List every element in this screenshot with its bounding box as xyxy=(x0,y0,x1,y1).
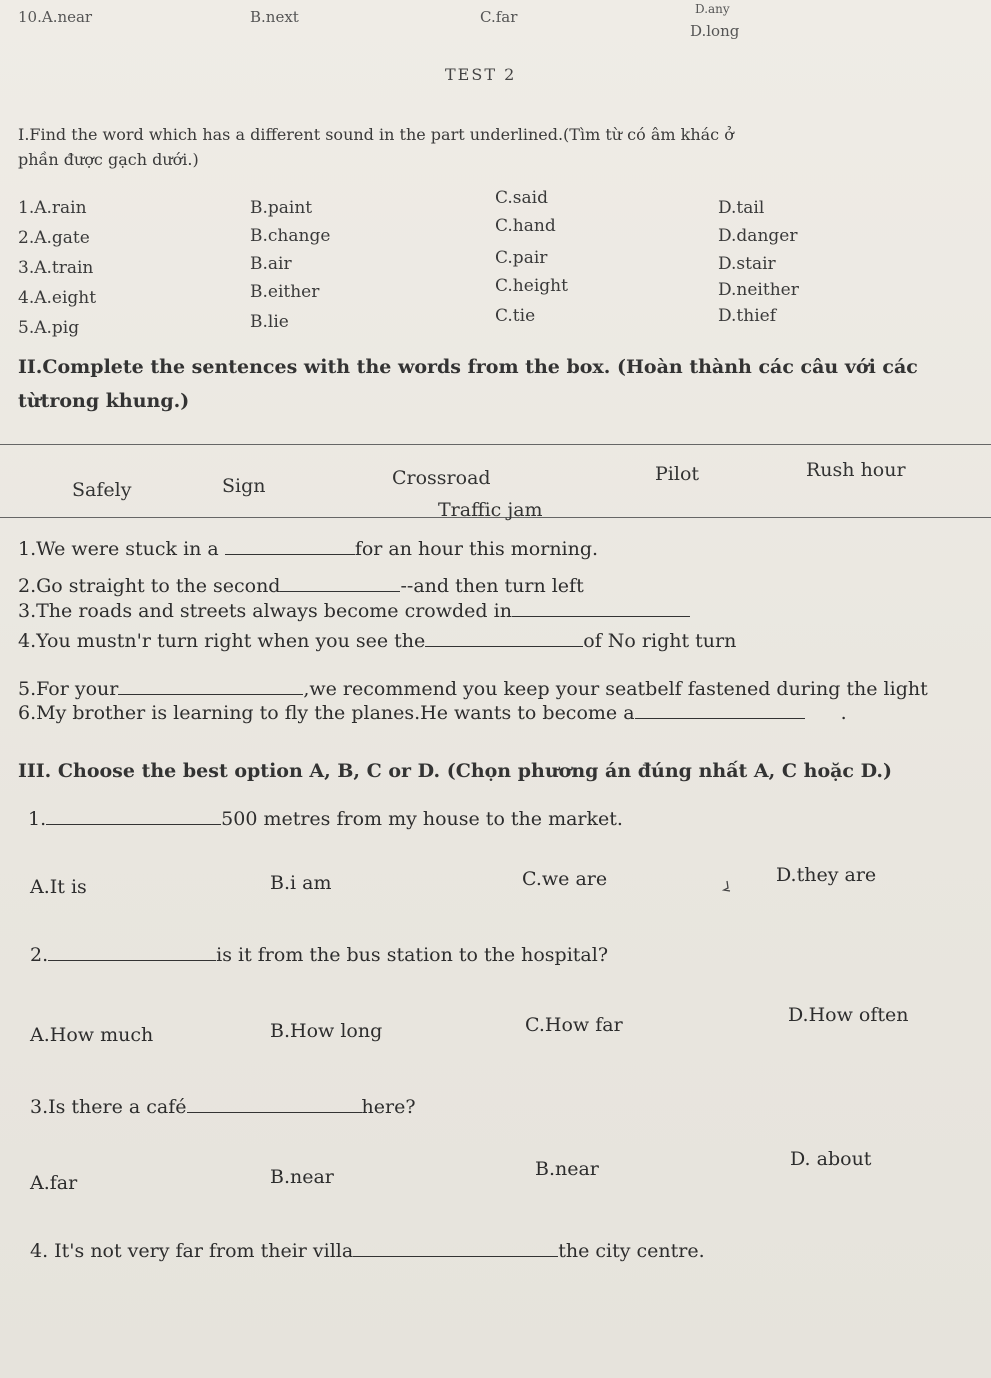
sentence-1-blank[interactable] xyxy=(225,540,355,555)
sentence-4-blank[interactable] xyxy=(425,632,583,647)
section2-heading: II.Complete the sentences with the words from the box. (Hoàn thành các câu với các xyxy=(18,356,918,378)
sentence-5-blank[interactable] xyxy=(118,680,303,695)
box-word-pilot: Pilot xyxy=(655,463,700,485)
q2-option-c[interactable]: C.hand xyxy=(495,216,556,236)
box-word-rush-hour: Rush hour xyxy=(806,459,906,481)
mc-q4-text-start: 4. It's not very far from their villa xyxy=(30,1240,354,1262)
test-title: TEST 2 xyxy=(445,65,517,84)
mc-question-3 xyxy=(30,1096,416,1118)
section1-heading-cont: phần được gạch dưới.) xyxy=(18,150,199,169)
mc-q2-number: 2. xyxy=(30,944,49,966)
mc-q1-text: 500 metres from my house to the market. xyxy=(221,808,623,830)
sentence-4 xyxy=(18,630,736,652)
mc-q4-text-end: the city centre. xyxy=(558,1240,705,1262)
sentence-2-blank[interactable] xyxy=(280,577,400,592)
q2-option-b[interactable]: B.change xyxy=(250,226,331,246)
section2-heading-cont: từtrong khung.) xyxy=(18,390,190,412)
sentence-1 xyxy=(18,538,598,560)
mc-q1-option-d[interactable]: D.they are xyxy=(776,864,877,886)
box-word-crossroad: Crossroad xyxy=(392,467,491,489)
q4-option-a[interactable]: 4.A.eight xyxy=(18,288,97,308)
prev-option-extra: D.any xyxy=(695,2,730,16)
sentence-2-start: 2.Go straight to the second xyxy=(18,575,281,597)
mc-q1-option-a[interactable]: A.It is xyxy=(30,876,87,898)
box-word-sign: Sign xyxy=(222,475,266,497)
mc-q1-option-b[interactable]: B.i am xyxy=(270,872,332,894)
q3-option-b[interactable]: B.air xyxy=(250,254,292,274)
q1-option-d[interactable]: D.tail xyxy=(718,198,765,218)
sentence-6-start: 6.My brother is learning to fly the planes.He wants to become a xyxy=(18,702,635,724)
word-box xyxy=(0,444,991,521)
q3-option-a[interactable]: 3.A.train xyxy=(18,258,94,278)
sentence-3-blank[interactable] xyxy=(512,602,690,617)
sentence-5 xyxy=(18,678,928,700)
sentence-6-blank[interactable] xyxy=(635,704,805,719)
mc-q3-number: 3.Is there a café xyxy=(30,1096,187,1118)
box-word-safely: Safely xyxy=(72,479,132,501)
mc-q2-option-b[interactable]: B.How long xyxy=(270,1020,383,1042)
mc-q3-option-a[interactable]: A.far xyxy=(30,1172,78,1194)
section3-heading: III. Choose the best option A, B, C or D. (Chọn phương án đúng nhất A, C hoặc D.) xyxy=(18,760,893,782)
q2-option-a[interactable]: 2.A.gate xyxy=(18,228,90,248)
sentence-6 xyxy=(18,702,847,724)
sentence-6-end: . xyxy=(840,702,847,724)
sentence-5-start: 5.For your xyxy=(18,678,119,700)
q3-option-c[interactable]: C.pair xyxy=(495,248,548,268)
mc-q1-option-c[interactable]: C.we are xyxy=(522,868,608,890)
mc-q1-number: 1. xyxy=(28,808,47,830)
q5-option-a[interactable]: 5.A.pig xyxy=(18,318,80,338)
q4-option-b[interactable]: B.either xyxy=(250,282,320,302)
sentence-2 xyxy=(18,575,584,597)
q5-option-d[interactable]: D.thief xyxy=(718,306,776,326)
sentence-1-start: 1.We were stuck in a xyxy=(18,538,219,560)
prev-option-c: C.far xyxy=(480,8,518,26)
mc-q4-blank[interactable] xyxy=(353,1242,558,1257)
sentence-5-end: ,we recommend you keep your seatbelf fastened during the light xyxy=(303,678,928,700)
mc-q2-option-c[interactable]: C.How far xyxy=(525,1014,623,1036)
mc-q2-blank[interactable] xyxy=(48,946,216,961)
sentence-2-end: --and then turn left xyxy=(400,575,584,597)
q1-option-c[interactable]: C.said xyxy=(495,188,548,208)
mc-q3-text: here? xyxy=(361,1096,416,1118)
sentence-3-start: 3.The roads and streets always become crowded in xyxy=(18,600,512,622)
q4-option-d[interactable]: D.neither xyxy=(718,280,799,300)
prev-option-a: 10.A.near xyxy=(18,8,93,26)
mc-q2-option-d[interactable]: D.How often xyxy=(788,1004,909,1026)
mc-question-4 xyxy=(30,1240,705,1262)
mc-q3-option-b[interactable]: B.near xyxy=(270,1166,334,1188)
q5-option-b[interactable]: B.lie xyxy=(250,312,289,332)
sentence-4-start: 4.You mustn'r turn right when you see the xyxy=(18,630,426,652)
sentence-3 xyxy=(18,600,690,622)
sentence-1-end: for an hour this morning. xyxy=(354,538,599,560)
q2-option-d[interactable]: D.danger xyxy=(718,226,798,246)
mc-q3-option-c[interactable]: B.near xyxy=(535,1158,599,1180)
q1-option-a[interactable]: 1.A.rain xyxy=(18,198,87,218)
mc-q3-blank[interactable] xyxy=(187,1098,362,1113)
mc-q2-option-a[interactable]: A.How much xyxy=(30,1024,154,1046)
section1-heading: I.Find the word which has a different sound in the part underlined.(Tìm từ có âm khác ở xyxy=(18,125,734,144)
prev-option-d: D.long xyxy=(690,22,740,40)
q1-option-b[interactable]: B.paint xyxy=(250,198,313,218)
mc-q3-option-d[interactable]: D. about xyxy=(790,1148,872,1170)
sentence-4-end: of No right turn xyxy=(583,630,737,652)
mc-question-2 xyxy=(30,944,608,966)
box-word-traffic-jam: Traffic jam xyxy=(438,499,543,521)
mc-q1-blank[interactable] xyxy=(46,810,221,825)
mc-question-1 xyxy=(28,808,623,830)
mc-q2-text: is it from the bus station to the hospital? xyxy=(216,944,609,966)
q3-option-d[interactable]: D.stair xyxy=(718,254,776,274)
prev-option-b: B.next xyxy=(250,8,299,26)
q5-option-c[interactable]: C.tie xyxy=(495,306,536,326)
q4-option-c[interactable]: C.height xyxy=(495,276,568,296)
pen-mark-icon xyxy=(722,880,732,894)
